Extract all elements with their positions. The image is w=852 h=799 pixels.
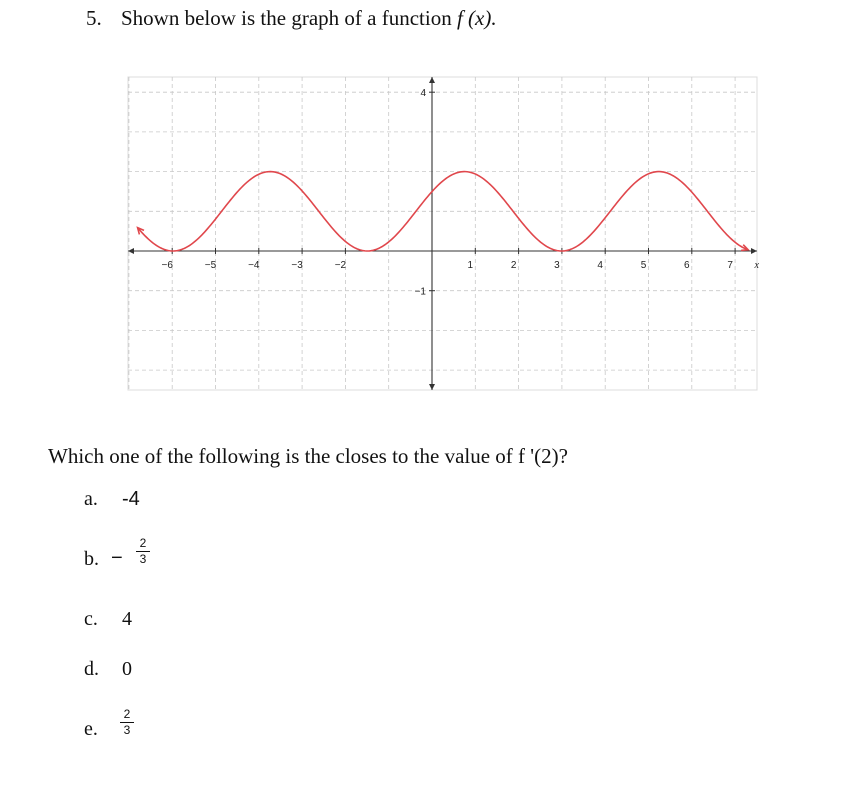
option-c-letter: c. <box>84 608 98 630</box>
option-e-fraction <box>120 708 134 737</box>
option-d-letter: d. <box>84 658 99 680</box>
option-d-value: 0 <box>122 658 132 680</box>
question-text: Shown below is the graph of a function <box>121 6 452 30</box>
chart-axes <box>128 77 757 390</box>
x-tick-label: −5 <box>204 260 217 271</box>
option-c[interactable] <box>84 608 132 631</box>
question-number: 5. <box>86 6 102 30</box>
option-e[interactable] <box>84 707 131 741</box>
option-a[interactable] <box>84 488 140 511</box>
y-tick-label: −1 <box>414 286 426 298</box>
y-axis-arrow-down <box>429 384 435 390</box>
option-b-denominator: 3 <box>139 552 147 566</box>
option-b-numerator: 2 <box>139 536 147 550</box>
x-tick-label: −2 <box>334 260 347 271</box>
option-a-letter: a. <box>84 488 98 510</box>
chart-ticks <box>161 88 759 298</box>
option-d[interactable] <box>84 658 132 681</box>
option-c-value: 4 <box>122 608 132 630</box>
x-tick-label: 2 <box>510 260 517 271</box>
option-b-letter: b. <box>84 548 99 570</box>
y-tick-label: 4 <box>420 88 426 100</box>
x-tick-label: 5 <box>640 260 647 271</box>
option-b-sign: − <box>111 547 123 569</box>
option-e-letter: e. <box>84 718 98 740</box>
x-axis-label: x <box>754 260 759 271</box>
x-tick-label: −3 <box>291 260 303 271</box>
x-axis-arrow-right <box>751 248 757 254</box>
x-tick-label: 4 <box>597 260 603 271</box>
chart-grid <box>128 77 757 390</box>
option-b-fraction <box>136 537 150 566</box>
grid-border <box>128 77 757 390</box>
option-b[interactable] <box>84 536 147 571</box>
x-tick-label: −6 <box>161 260 173 271</box>
option-e-numerator: 2 <box>123 707 131 721</box>
option-a-value: -4 <box>122 488 140 510</box>
x-tick-label: 1 <box>467 260 474 271</box>
question-function: f (x). <box>456 6 497 30</box>
x-tick-label: −4 <box>248 260 260 271</box>
x-tick-label: 3 <box>554 260 560 271</box>
y-axis-arrow-up <box>429 77 435 83</box>
option-e-denominator: 3 <box>123 723 131 737</box>
x-tick-label: 6 <box>684 260 690 271</box>
x-tick-label: 7 <box>727 260 733 271</box>
question-prompt: Which one of the following is the closes to the value of f '(2)? <box>48 444 568 468</box>
